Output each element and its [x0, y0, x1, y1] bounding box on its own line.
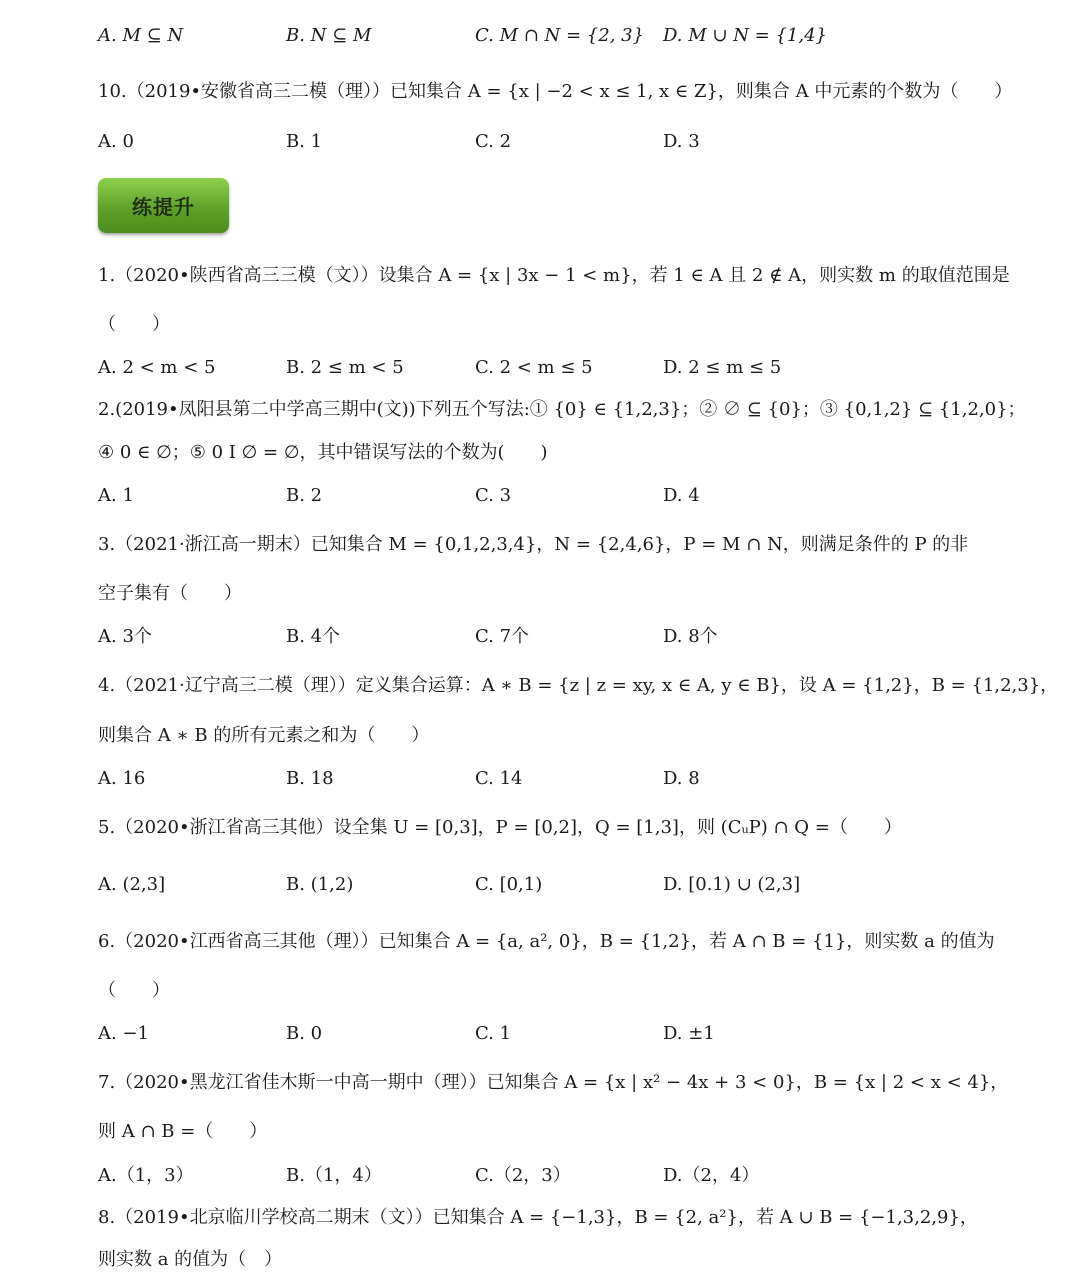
q4-options — [98, 765, 1038, 793]
q2-option-a: A. 1 — [98, 485, 134, 506]
q4-option-c: C. 14 — [475, 768, 523, 789]
q5-option-d: D. [0.1) ∪ (2,3] — [663, 874, 801, 895]
q6-option-a: A. −1 — [98, 1023, 149, 1044]
q5-option-b: B. (1,2) — [286, 874, 354, 895]
q10-options — [98, 128, 1038, 156]
q4-option-b: B. 18 — [286, 768, 334, 789]
q2-options — [98, 482, 1038, 510]
q6-text-line2: （ ） — [98, 980, 170, 1001]
q10-option-a: A. 0 — [98, 131, 134, 152]
q6-options — [98, 1020, 1038, 1048]
q7-text-line1: 7.（2020•黑龙江省佳木斯一中高一期中（理））已知集合 A = {x | x² − 4x + 3 < 0}，B = {x | 2 < x < 4}， — [98, 1072, 1009, 1093]
section-badge-label: 练提升 — [132, 195, 195, 219]
q7-option-a: A.（1，3） — [98, 1165, 194, 1186]
q10-option-c: C. 2 — [475, 131, 512, 152]
q3-options — [98, 623, 1038, 651]
q9-option-b: B. N ⊆ M — [286, 25, 372, 46]
q3-option-c: C. 7个 — [475, 626, 530, 647]
q1-text-line2: （ ） — [98, 314, 170, 335]
q7-option-b: B.（1，4） — [286, 1165, 382, 1186]
q1-option-c: C. 2 < m ≤ 5 — [475, 357, 593, 378]
q5-option-a: A. (2,3] — [98, 874, 166, 895]
q5-text-line1: 5.（2020•浙江省高三其他）设全集 U = [0,3]，P = [0,2]，Q = [1,3]，则 (CᵤP) ∩ Q =（ ） — [98, 817, 902, 838]
q4-text-line2: 则集合 A ∗ B 的所有元素之和为（ ） — [98, 725, 430, 746]
q9-option-a: A. M ⊆ N — [98, 25, 184, 46]
q2-text-line2: ④ 0 ∈ ∅；⑤ 0 I ∅ = ∅，其中错误写法的个数为( ) — [98, 442, 548, 463]
q1-text-line1: 1.（2020•陕西省高三三模（文））设集合 A = {x | 3x − 1 < m}，若 1 ∈ A 且 2 ∉ A，则实数 m 的取值范围是 — [98, 265, 1010, 286]
q6-option-c: C. 1 — [475, 1023, 512, 1044]
q3-option-d: D. 8个 — [663, 626, 718, 647]
q1-options — [98, 354, 1038, 382]
q6-text-line1: 6.（2020•江西省高三其他（理））已知集合 A = {a, a², 0}，B = {1,2}，若 A ∩ B = {1}，则实数 a 的值为 — [98, 931, 995, 952]
q7-option-c: C.（2，3） — [475, 1165, 571, 1186]
q1-option-b: B. 2 ≤ m < 5 — [286, 357, 404, 378]
q9-option-d: D. M ∪ N = {1,4} — [663, 25, 827, 46]
q5-option-c: C. [0,1) — [475, 874, 543, 895]
section-badge — [98, 178, 229, 233]
q3-option-b: B. 4个 — [286, 626, 341, 647]
q4-option-a: A. 16 — [98, 768, 146, 789]
q2-option-d: D. 4 — [663, 485, 700, 506]
q1-option-a: A. 2 < m < 5 — [98, 357, 216, 378]
q4-text-line1: 4.（2021·辽宁高三二模（理））定义集合运算：A ∗ B = {z | z = xy, x ∈ A, y ∈ B}，设 A = {1,2}，B = {1,2,3}， — [98, 675, 1059, 696]
q10-option-d: D. 3 — [663, 131, 700, 152]
q2-option-b: B. 2 — [286, 485, 323, 506]
q9-options — [98, 22, 1038, 50]
q7-options — [98, 1162, 1038, 1190]
q3-text-line2: 空子集有（ ） — [98, 583, 242, 604]
q9-option-c: C. M ∩ N = {2, 3} — [475, 25, 645, 46]
q2-option-c: C. 3 — [475, 485, 512, 506]
q1-option-d: D. 2 ≤ m ≤ 5 — [663, 357, 782, 378]
q5-options — [98, 871, 1038, 899]
q6-option-d: D. ±1 — [663, 1023, 715, 1044]
q7-text-line2: 则 A ∩ B =（ ） — [98, 1121, 268, 1142]
q7-option-d: D.（2，4） — [663, 1165, 760, 1186]
q10-option-b: B. 1 — [286, 131, 323, 152]
q3-text-line1: 3.（2021·浙江高一期末）已知集合 M = {0,1,2,3,4}，N = {2,4,6}，P = M ∩ N，则满足条件的 P 的非 — [98, 534, 969, 555]
q8-text-line2: 则实数 a 的值为（ ） — [98, 1249, 283, 1270]
q2-text-line1: 2.(2019•凤阳县第二中学高三期中(文))下列五个写法:① {0} ∈ {1,2,3}；② ∅ ⊆ {0}；③ {0,1,2} ⊆ {1,2,0}； — [98, 399, 1026, 420]
q6-option-b: B. 0 — [286, 1023, 323, 1044]
q3-option-a: A. 3个 — [98, 626, 152, 647]
q4-option-d: D. 8 — [663, 768, 700, 789]
q8-text-line1: 8.（2019•北京临川学校高二期末（文））已知集合 A = {−1,3}，B = {2, a²}，若 A ∪ B = {−1,3,2,9}， — [98, 1207, 978, 1228]
q10-text: 10.（2019•安徽省高三二模（理））已知集合 A = {x | −2 < x ≤ 1, x ∈ Z}，则集合 A 中元素的个数为（ ） — [98, 81, 1013, 102]
